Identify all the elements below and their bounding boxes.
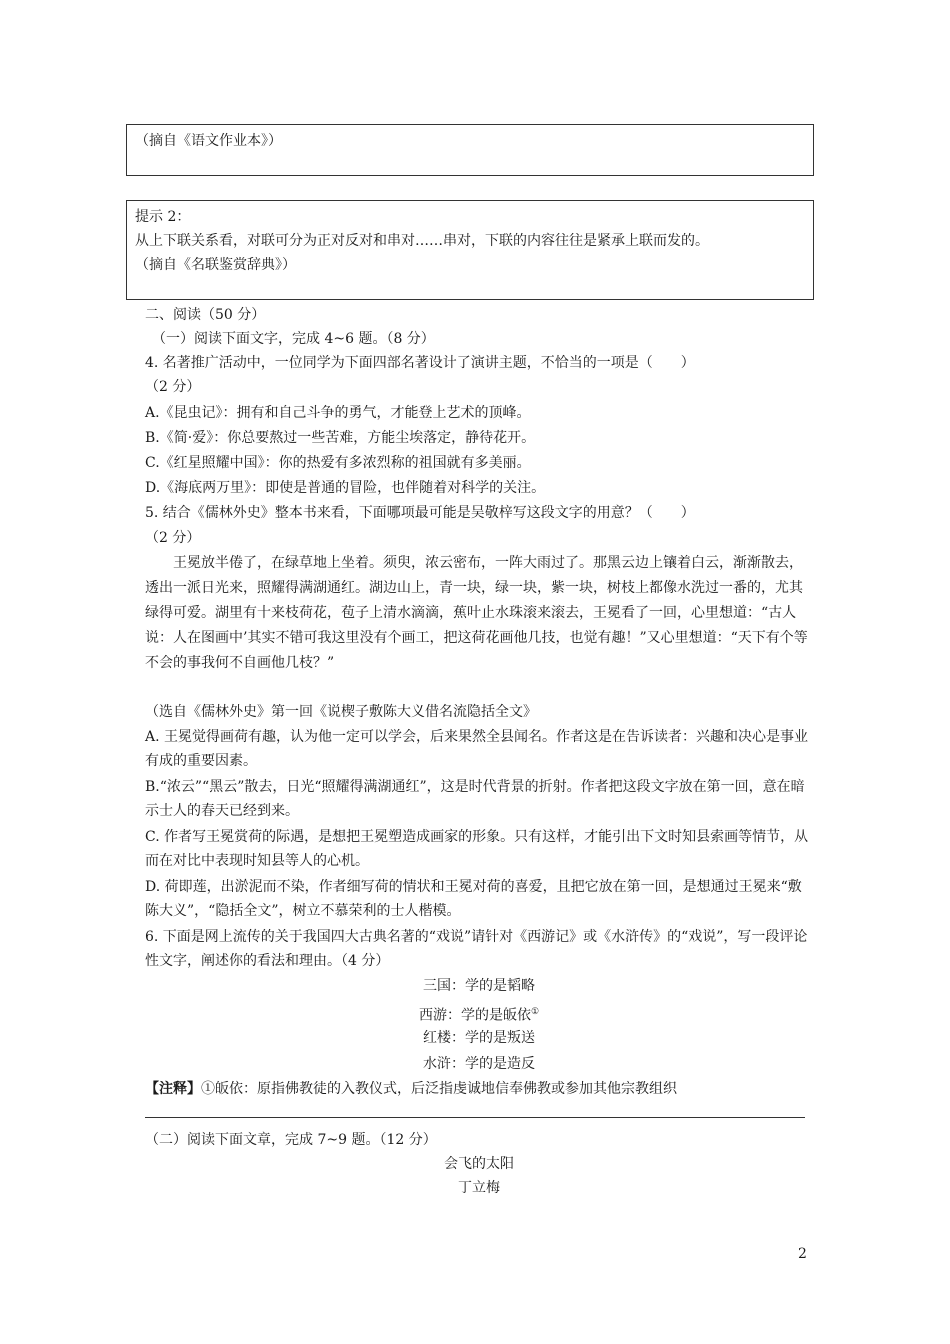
q6-line-sanguo: 三国：学的是韬略 (423, 978, 535, 994)
hint-box-2 (126, 200, 814, 300)
q4-stem: 4. 名著推广活动中，一位同学为下面四部名著设计了演讲主题，不恰当的一项是（ ） (145, 355, 695, 371)
article-author: 丁立梅 (458, 1180, 500, 1196)
q6-line-shuihu: 水浒：学的是造反 (423, 1056, 535, 1072)
q5-score: （2 分） (145, 530, 201, 546)
q5-option-b: B.“浓云”“黑云”散去，日光“照耀得满湖通红”，这是时代背景的折射。作者把这段文字放在第一回，意在暗示士人的春天已经到来。 (145, 779, 805, 819)
section-heading: 二、阅读（50 分） (145, 307, 266, 323)
footnote-mark: ① (530, 1007, 540, 1017)
page-number: 2 (798, 1246, 807, 1262)
article-title: 会飞的太阳 (444, 1156, 514, 1172)
q4-option-c: C.《红星照耀中国》：你的热爱有多浓烈称的祖国就有多美丽。 (145, 455, 531, 471)
q5-stem: 5. 结合《儒林外史》整本书来看，下面哪项最可能是吴敬梓写这段文字的用意？（ ） (145, 505, 695, 521)
section-divider (145, 1117, 805, 1118)
hint-title: 提示 2： (135, 209, 191, 225)
part1-heading: （一）阅读下面文字，完成 4~6 题。（8 分） (152, 331, 435, 347)
note-label: 【注释】 (145, 1081, 201, 1097)
q4-option-b: B.《简·爱》：你总要熬过一些苦难，方能尘埃落定，静待花开。 (145, 430, 536, 446)
q4-option-d: D.《海底两万里》：即使是普通的冒险，也伴随着对科学的关注。 (145, 480, 546, 496)
q6-line-xiyou-text: 西游：学的是皈依 (418, 1007, 531, 1024)
q4-option-a: A.《昆虫记》：拥有和自己斗争的勇气，才能登上艺术的顶峰。 (145, 405, 531, 421)
excerpt-box-1 (126, 124, 814, 176)
q6-note (145, 1077, 677, 1101)
q4-score: （2 分） (145, 379, 201, 395)
q6-stem: 6. 下面是网上流传的关于我国四大古典名著的“戏说”请针对《西游记》或《水浒传》的“戏说”，写一段评论性文字，阐述你的看法和理由。（4 分） (145, 929, 808, 969)
q5-passage: 王冕放半倦了，在绿草地上坐着。须臾，浓云密布，一阵大雨过了。那黑云边上镶着白云，渐渐散去，透出一派日光来，照耀得满湖通红。湖边山上，青一块，绿一块，紫一块，树枝上都像水洗过一番的，尤其绿得可爱。湖里有十来枝荷花，苞子上清水滴滴，蕉叶止水珠滚来滚去，王冕看了一回，心里想道：“古人说：人在图画中’其实不错可我这里没有个画工，把这荷花画他几技，也觉有趣！”又心里想道：“天下有个等不会的事我何不自画他几枝？” (145, 555, 808, 671)
q5-option-c: C. 作者写王冕赏荷的际遇，是想把王冕塑造成画家的形象。只有这样，才能引出下文时知县索画等情节，从而在对比中表现时知县等人的心机。 (145, 829, 809, 869)
q5-option-a: A. 王冕觉得画荷有趣，认为他一定可以学会，后来果然全县闻名。作者这是在告诉读者：兴趣和决心是事业有成的重要因素。 (145, 729, 809, 769)
part2-heading: （二）阅读下面文章，完成 7~9 题。（12 分） (145, 1132, 437, 1148)
q5-source: （选自《儒林外史》第一回《说楔子敷陈大义借名流隐括全文》 (145, 704, 537, 720)
hint-source: （摘自《名联鉴赏辞典》） (135, 257, 296, 273)
q5-option-d: D. 荷即莲，出淤泥而不染，作者细写荷的情状和王冕对荷的喜爱，且把它放在第一回，是想通过王冕来“敷陈大义”，“隐括全文”，树立不慕荣利的士人楷模。 (145, 879, 802, 919)
excerpt-source-1: （摘自《语文作业本》） (135, 133, 282, 149)
note-text: ①皈依：原指佛教徒的入教仪式，后泛指虔诚地信奉佛教或参加其他宗教组织 (201, 1081, 677, 1097)
q6-line-honglou: 红楼：学的是叛送 (423, 1030, 535, 1046)
hint-text: 从上下联关系看，对联可分为正对反对和串对……串对，下联的内容往往是紧承上联而发的。 (135, 233, 709, 249)
